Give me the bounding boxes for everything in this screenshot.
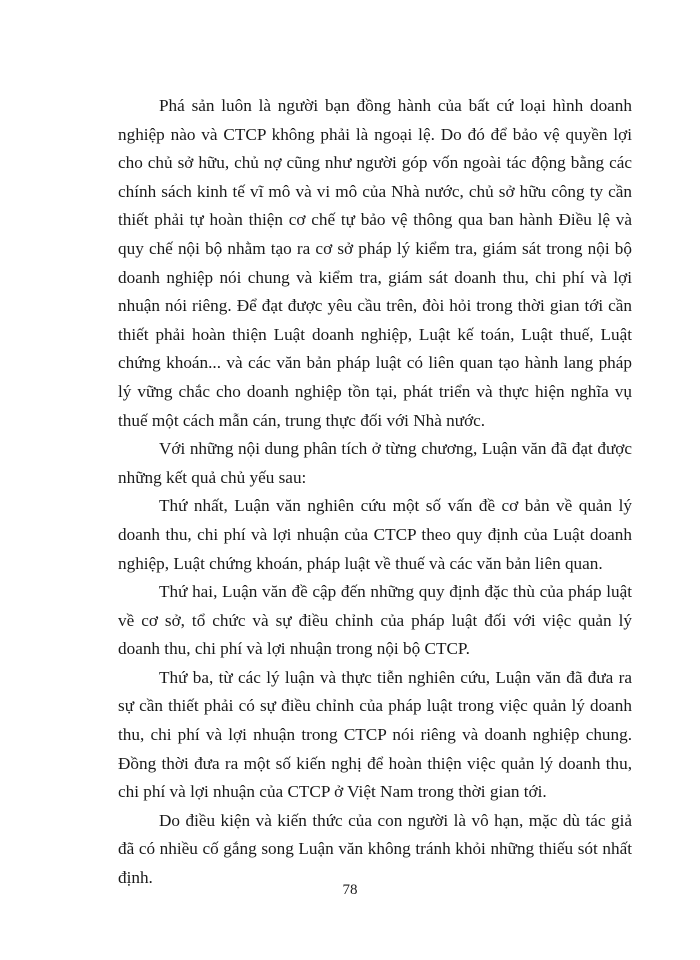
paragraph-second-result: Thứ hai, Luận văn đề cập đến những quy định đặc thù của pháp luật về cơ sở, tổ chức và sự điều chỉnh của pháp luật đối với việc quản lý doanh thu, chi phí và lợi nhuận trong nội bộ CTCP. xyxy=(118,582,632,659)
paragraph-third-result: Thứ ba, từ các lý luận và thực tiễn nghiên cứu, Luận văn đã đưa ra sự cần thiết phải có sự điều chỉnh của pháp luật trong việc quản lý doanh thu, chi phí và lợi nhuận trong CTCP nói riêng và doanh nghiệp chung. Đồng thời đưa ra một số kiến nghị để hoàn thiện việc quản lý doanh thu, chi phí và lợi nhuận của CTCP ở Việt Nam trong thời gian tới. xyxy=(118,667,632,802)
paragraph-limitations: Do điều kiện và kiến thức của con người là vô hạn, mặc dù tác giả đã có nhiều cố gắng song Luận văn không tránh khỏi những thiếu sót nhất định. xyxy=(118,810,632,888)
page-number: 78 xyxy=(342,882,358,898)
paragraph-results-intro: Với những nội dung phân tích ở từng chương, Luận văn đã đạt được những kết quả chủ yếu sau: xyxy=(118,439,632,487)
body-text xyxy=(118,92,632,893)
paragraph-bankruptcy: Phá sản luôn là người bạn đồng hành của bất cứ loại hình doanh nghiệp nào và CTCP không phải là ngoại lệ. Do đó để bảo vệ quyền lợi cho chủ sở hữu, chủ nợ cũng như người góp vốn ngoài tác động bằng các chính sách kinh tế vĩ mô và vi mô của Nhà nước, chủ sở hữu công ty cần thiết phải tự hoàn thiện cơ chế tự bảo vệ thông qua ban hành Điều lệ và quy chế nội bộ nhằm tạo ra cơ sở pháp lý kiểm tra, giám sát trong nội bộ doanh nghiệp nói chung và kiểm tra, giám sát doanh thu, chi phí và lợi nhuận nói riêng. Để đạt được yêu cầu trên, đòi hỏi trong thời gian tới cần thiết phải hoàn thiện Luật doanh nghiệp, Luật kế toán, Luật thuế, Luật chứng khoán... và các văn bản pháp luật có liên quan tạo hành lang pháp lý vững chắc cho doanh nghiệp tồn tại, phát triển và thực hiện nghĩa vụ thuế một cách mẫn cán, trung thực đối với Nhà nước. xyxy=(118,96,632,430)
paragraph-first-result: Thứ nhất, Luận văn nghiên cứu một số vấn đề cơ bản về quản lý doanh thu, chi phí và lợi nhuận của CTCP theo quy định của Luật doanh nghiệp, Luật chứng khoán, pháp luật về thuế và các văn bản liên quan. xyxy=(118,496,632,573)
